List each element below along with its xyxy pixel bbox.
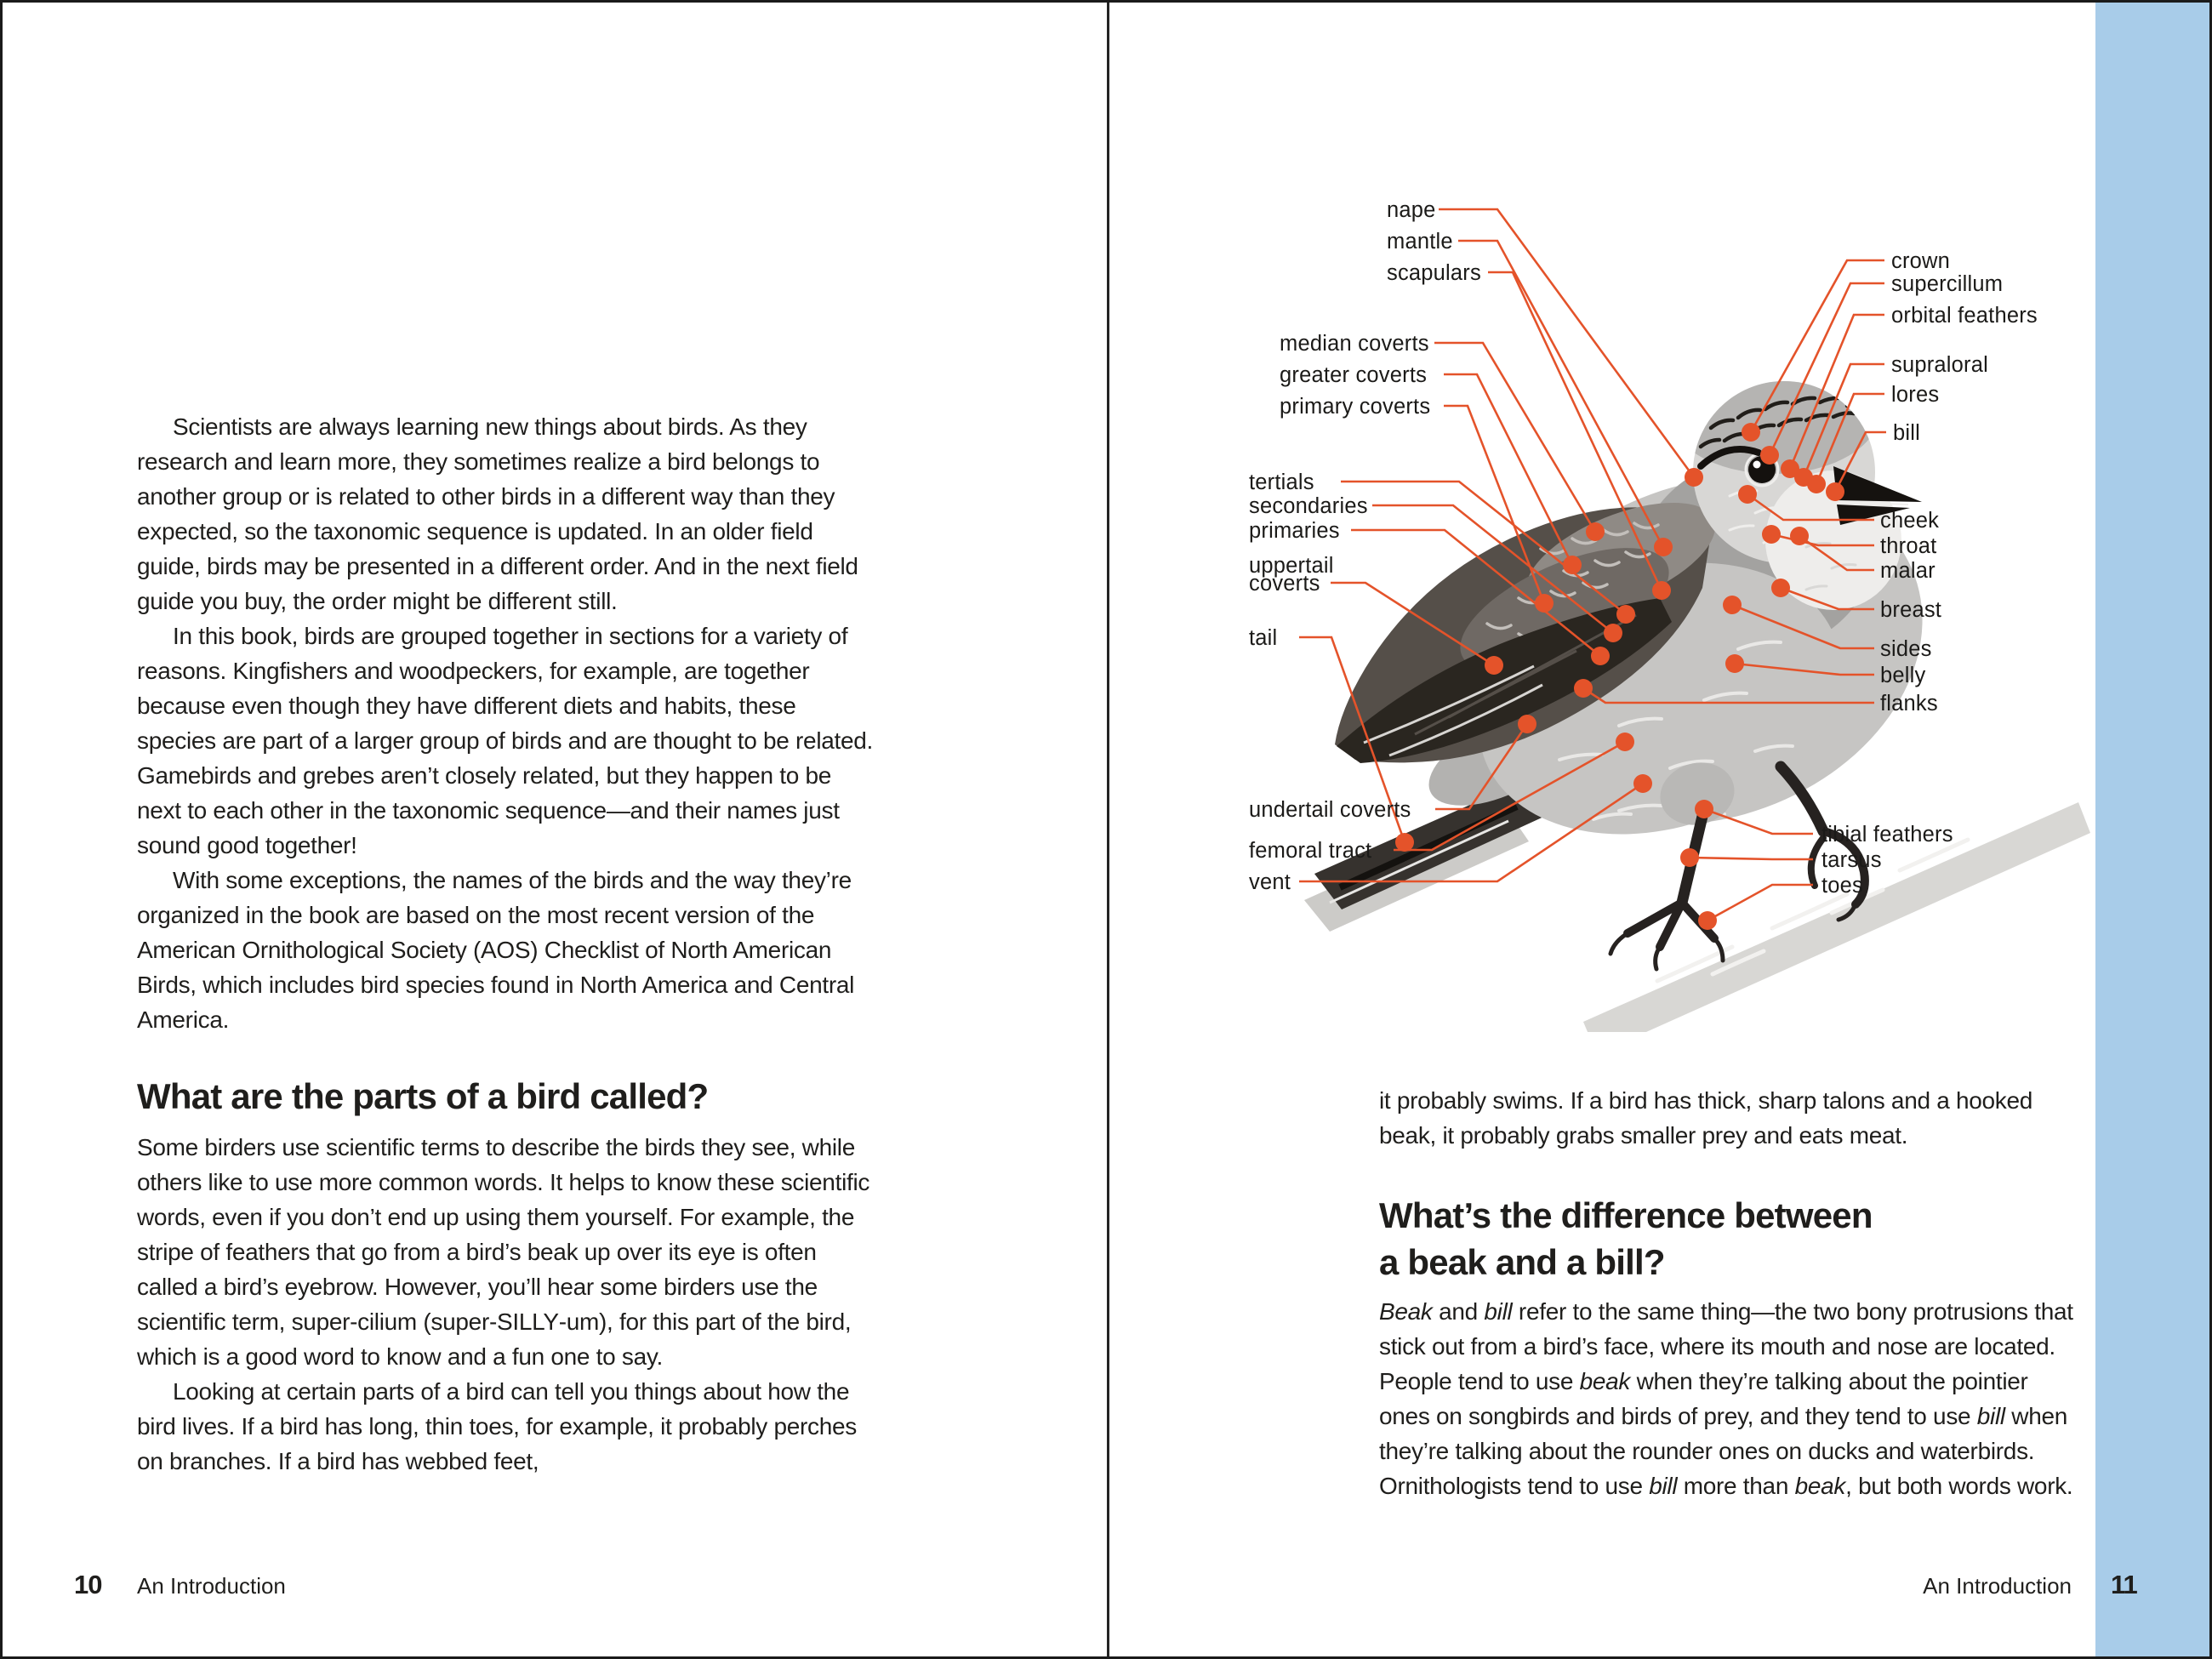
dot-tail bbox=[1395, 833, 1414, 852]
page-number-left: 10 bbox=[74, 1570, 102, 1599]
dot-scapulars bbox=[1652, 581, 1671, 600]
dot-greater-coverts bbox=[1563, 556, 1582, 574]
section-heading-parts-of-a-bird: What are the parts of a bird called? bbox=[137, 1076, 709, 1116]
dot-malar bbox=[1790, 527, 1809, 545]
label-malar: malar bbox=[1880, 559, 1936, 583]
paragraph: it probably swims. If a bird has thick, sharp talons and a hooked beak, it probably grabs smaller prey and eats meat. bbox=[1379, 1087, 2033, 1149]
dot-undertail-coverts bbox=[1518, 715, 1536, 733]
dot-mantle bbox=[1654, 538, 1673, 556]
label-uppertail-coverts-line1: uppertail bbox=[1249, 554, 1334, 578]
dot-flanks bbox=[1574, 679, 1593, 698]
page-edge-stripe bbox=[2095, 3, 2212, 1656]
label-greater-coverts: greater coverts bbox=[1280, 363, 1428, 387]
label-scapulars: scapulars bbox=[1387, 261, 1481, 285]
dot-median-coverts bbox=[1586, 522, 1605, 541]
heading-line: a beak and a bill? bbox=[1379, 1242, 1665, 1282]
label-lores: lores bbox=[1891, 383, 1940, 407]
left-page-text-column bbox=[137, 409, 879, 1479]
page-number-right: 11 bbox=[2111, 1570, 2137, 1599]
label-vent: vent bbox=[1249, 870, 1291, 894]
label-supraloral: supraloral bbox=[1891, 353, 1988, 377]
dot-supercillum bbox=[1760, 446, 1779, 465]
label-tail: tail bbox=[1249, 626, 1278, 650]
label-breast: breast bbox=[1880, 598, 1942, 622]
paragraph: With some exceptions, the names of the birds and the way they’re organized in the book are based on the most recent version of the American Ornithological Society (AOS) Checklist of North American Birds, which includes bird species found in North America and Central America. bbox=[137, 867, 855, 1033]
dot-tarsus bbox=[1680, 848, 1699, 867]
label-bill: bill bbox=[1893, 421, 1920, 445]
label-belly: belly bbox=[1880, 664, 1926, 687]
label-sides: sides bbox=[1880, 637, 1932, 661]
label-supercillum: supercillum bbox=[1891, 272, 2004, 296]
label-tibial-feathers: tibial feathers bbox=[1821, 823, 1953, 847]
dot-tibial-feathers bbox=[1695, 800, 1713, 818]
label-median-coverts: median coverts bbox=[1280, 332, 1429, 356]
label-throat: throat bbox=[1880, 534, 1937, 558]
dot-toes bbox=[1698, 911, 1717, 930]
label-toes: toes bbox=[1821, 874, 1863, 898]
running-footer-right: An Introduction bbox=[1923, 1573, 2072, 1599]
dot-secondaries bbox=[1604, 624, 1622, 642]
label-undertail-coverts: undertail coverts bbox=[1249, 798, 1411, 822]
label-crown: crown bbox=[1891, 249, 1951, 273]
dot-uppertail-coverts bbox=[1485, 656, 1503, 675]
dot-throat bbox=[1762, 525, 1781, 544]
label-mantle: mantle bbox=[1387, 230, 1453, 254]
dot-cheek bbox=[1738, 485, 1757, 504]
dot-lores bbox=[1807, 475, 1826, 493]
label-primary-coverts: primary coverts bbox=[1280, 395, 1431, 419]
label-orbital-feathers: orbital feathers bbox=[1891, 304, 2038, 328]
label-tertials: tertials bbox=[1249, 470, 1314, 494]
dot-breast bbox=[1771, 579, 1790, 597]
label-uppertail-coverts-line2: coverts bbox=[1249, 572, 1320, 596]
running-footer-left: An Introduction bbox=[137, 1573, 286, 1599]
section-heading-beak-vs-bill bbox=[1379, 1192, 2075, 1286]
heading-line: What’s the difference between bbox=[1379, 1195, 1873, 1235]
dot-primary-coverts bbox=[1535, 594, 1554, 613]
dot-belly bbox=[1725, 654, 1744, 673]
dot-sides bbox=[1723, 596, 1742, 614]
label-primaries: primaries bbox=[1249, 519, 1340, 543]
bird-illustration bbox=[1304, 351, 1971, 969]
dot-bill bbox=[1826, 482, 1844, 501]
dot-vent bbox=[1633, 774, 1652, 793]
paragraph: Scientists are always learning new things about birds. As they research and learn more, they sometimes realize a bird belongs to another group or is related to other birds in a different way than they expected, so the taxonomic sequence is updated. In an older field guide, birds may be presented in a different order. And in the next field guide you buy, the order might be different still. bbox=[137, 413, 858, 614]
paragraph: In this book, birds are grouped together in sections for a variety of reasons. Kingfishers and woodpeckers, for example, are together because even though they have different diets and habits, these species are part of a larger group of birds and are thought to be related. Gamebirds and grebes aren’t closely related, but they happen to be next to each other in the taxonomic sequence—and their names just sound good together! bbox=[137, 623, 874, 858]
paragraph-rich: Beak and bill refer to the same thing—the two bony protrusions that stick out from a bird’s face, where its mouth and nose are located. People tend to use beak when they’re talking about the pointier ones on songbirds and birds of prey, and they tend to use bill when they’re talking about the rounder ones on ducks and waterbirds. Ornithologists tend to use bill more than beak, but both words work. bbox=[1379, 1298, 2073, 1499]
dot-tertials bbox=[1616, 605, 1635, 624]
dot-femoral-tract bbox=[1616, 733, 1634, 751]
label-nape: nape bbox=[1387, 198, 1436, 222]
paragraph: Looking at certain parts of a bird can tell you things about how the bird lives. If a bird has long, thin toes, for example, it probably perches on branches. If a bird has webbed feet, bbox=[137, 1378, 857, 1474]
page-spine-divider bbox=[1107, 3, 1109, 1656]
dot-nape bbox=[1685, 468, 1703, 487]
label-flanks: flanks bbox=[1880, 692, 1938, 715]
bird-anatomy-diagram bbox=[1185, 122, 2100, 1032]
label-tarsus: tarsus bbox=[1821, 848, 1882, 872]
right-page-text-column bbox=[1379, 1083, 2075, 1503]
label-secondaries: secondaries bbox=[1249, 494, 1368, 518]
label-femoral-tract: femoral tract bbox=[1249, 839, 1372, 863]
label-cheek: cheek bbox=[1880, 509, 1940, 533]
dot-primaries bbox=[1591, 647, 1610, 665]
paragraph: Some birders use scientific terms to describe the birds they see, while others like to use more common words. It helps to know these scientific words, even if you don’t end up using them yourself. For example, the stripe of feathers that go from a bird’s beak up over its eye is often called a bird’s eyebrow. However, you’ll hear some birders use the scientific term, super‑cilium (super‑SILLY‑um), for this part of the bird, which is a good word to know and a fun one to say. bbox=[137, 1134, 870, 1370]
dot-crown bbox=[1742, 423, 1760, 442]
